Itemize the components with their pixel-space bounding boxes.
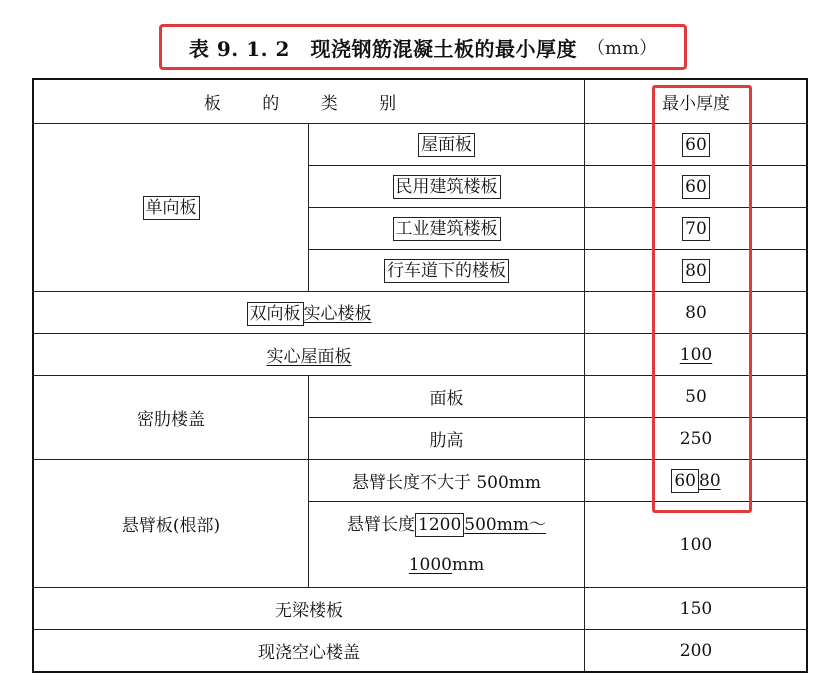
- table-title: [159, 24, 687, 70]
- cantilever-item: 悬臂长度 1200 500mm～ 1000mm: [309, 502, 585, 588]
- one-way-value: 60: [585, 124, 808, 166]
- cantilever-value: 100: [585, 502, 808, 588]
- one-way-item: 民用建筑楼板: [309, 166, 585, 208]
- solid-roof-value: 100: [585, 334, 808, 376]
- one-way-value: 60: [585, 166, 808, 208]
- table-row: [34, 588, 808, 630]
- two-way-slab-label: 双向板 实心楼板: [34, 292, 585, 334]
- table-row: [34, 124, 808, 166]
- thickness-table: [33, 79, 808, 672]
- ribbed-value: 250: [585, 418, 808, 460]
- table-title-text: 表 9. 1. 2 现浇钢筋混凝土板的最小厚度: [188, 36, 577, 61]
- ribbed-value: 50: [585, 376, 808, 418]
- one-way-value: 80: [585, 250, 808, 292]
- hollow-floor-label: 现浇空心楼盖: [34, 630, 585, 672]
- cantilever-item: 悬臂长度不大于 500mm: [309, 460, 585, 502]
- two-way-value: 80: [585, 292, 808, 334]
- table-row: [34, 460, 808, 502]
- header-min-thickness: 最小厚度: [585, 80, 808, 124]
- table-row: [34, 630, 808, 672]
- one-way-value: 70: [585, 208, 808, 250]
- ribbed-slab-label: 密肋楼盖: [34, 376, 309, 460]
- ribbed-item: 肋高: [309, 418, 585, 460]
- table-row: [34, 292, 808, 334]
- beamless-slab-label: 无梁楼板: [34, 588, 585, 630]
- hollow-value: 200: [585, 630, 808, 672]
- one-way-slab-label: 单向板: [34, 124, 309, 292]
- cantilever-value: 60 80: [585, 460, 808, 502]
- table-row: [34, 376, 808, 418]
- cantilever-label: 悬臂板(根部): [34, 460, 309, 588]
- table-title-unit: （mm）: [586, 38, 658, 59]
- table-row: [34, 334, 808, 376]
- solid-roof-label: 实心屋面板: [34, 334, 585, 376]
- header-category: 板 的 类 别: [34, 80, 585, 124]
- beamless-value: 150: [585, 588, 808, 630]
- table-header-row: [34, 80, 808, 124]
- one-way-item: 工业建筑楼板: [309, 208, 585, 250]
- one-way-item: 屋面板: [309, 124, 585, 166]
- ribbed-item: 面板: [309, 376, 585, 418]
- one-way-item: 行车道下的楼板: [309, 250, 585, 292]
